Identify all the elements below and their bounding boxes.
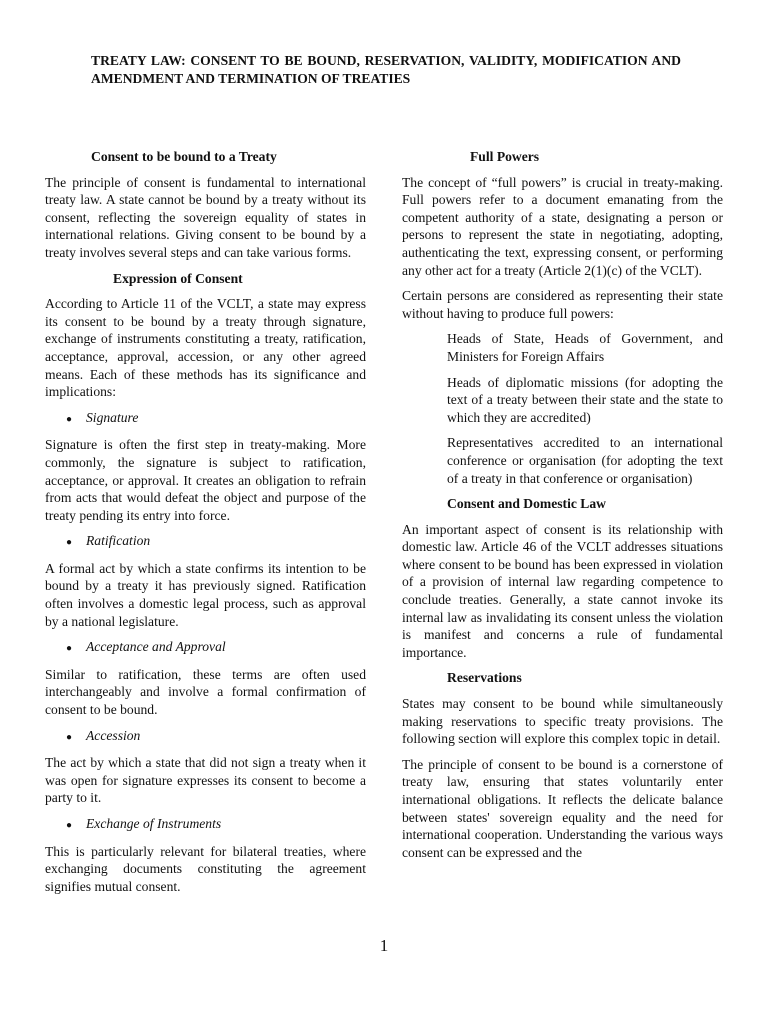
paragraph: The concept of “full powers” is crucial in treaty-making. Full powers refer to a document emanating from the competent authority of a state, designating a person or persons to represent the state in negotiating, adopting, authenticating the text, expressing consent, or performing any other act for a treaty (Article 2(1)(c) of the VCLT). [402, 174, 723, 278]
list-item: Heads of diplomatic missions (for adopting the text of a treaty between their state and the state to which they are accredited) [447, 374, 723, 425]
bullet-icon: ● [66, 413, 73, 425]
bullet-label: Signature [86, 409, 139, 425]
indented-list [402, 330, 723, 487]
list-item: Representatives accredited to an international conference or organisation (for adopting the text of a treaty in that conference or organisation) [447, 435, 723, 486]
bullet-icon: ● [66, 820, 73, 831]
paragraph: According to Article 11 of the VCLT, a state may express its consent to be bound by a treaty through signature, exchange of instruments constituting a treaty, ratification, acceptance, approval, accession, or any other agreed means. Each of these methods has its significance and implications: [45, 296, 366, 400]
bullet-item [45, 638, 366, 658]
paragraph: Similar to ratification, these terms are often used interchangeably and involve a formal confirmation of consent to be bound. [45, 666, 366, 718]
paragraph: An important aspect of consent is its relationship with domestic law. Article 46 of the VCLT addresses situations where consent to be bound has been expressed in violation of a provision of internal law regarding competence to conclude treaties. Generally, a state cannot invoke its internal law as invalidating its consent unless the violation is manifest and concerns a rule of fundamental importance. [402, 521, 723, 660]
bullet-label: Acceptance and Approval [86, 639, 226, 655]
bullet-item [45, 727, 366, 747]
bullet-icon: ● [66, 643, 73, 655]
bullet-item [45, 532, 366, 552]
bullet-label: Accession [86, 727, 141, 743]
document-title: TREATY LAW: CONSENT TO BE BOUND, RESERVATION, VALIDITY, MODIFICATION AND AMENDMENT AND TERMINATION OF TREATIES [91, 53, 681, 86]
bullet-item [45, 815, 366, 835]
section-heading-consent: Consent to be bound to a Treaty [91, 149, 277, 164]
paragraph: States may consent to be bound while simultaneously making reservations to specific treaty provisions. The following section will explore this complex topic in detail. [402, 696, 723, 747]
left-column [45, 148, 366, 903]
section-heading-expression: Expression of Consent [113, 270, 243, 286]
section-heading-full-powers: Full Powers [470, 149, 540, 164]
bullet-label: Exchange of Instruments [86, 816, 222, 831]
paragraph: The principle of consent to be bound is a cornerstone of treaty law, ensuring that states voluntarily enter international obligations. It reflects the delicate balance between states' sovereign equality and the need for international cooperation. Understanding the various ways consent can be expressed and the [402, 756, 723, 860]
paragraph: This is particularly relevant for bilateral treaties, where exchanging documents constituting the agreement signifies mutual consent. [45, 843, 366, 894]
paragraph: Certain persons are considered as representing their state without having to produce full powers: [402, 288, 723, 321]
right-column [402, 148, 723, 869]
bullet-item [45, 409, 366, 429]
section-heading-reservations: Reservations [447, 670, 522, 686]
bullet-icon: ● [66, 537, 73, 549]
bullet-icon: ● [66, 731, 73, 743]
bullet-label: Ratification [86, 533, 151, 549]
page-number: 1 [379, 936, 389, 955]
section-heading-domestic-law: Consent and Domestic Law [447, 496, 606, 512]
list-item: Heads of State, Heads of Government, and Ministers for Foreign Affairs [447, 331, 723, 364]
paragraph: Signature is often the first step in treaty-making. More commonly, the signature is subject to ratification, acceptance, or approval. It creates an obligation to refrain from acts that would defeat the object and purpose of the treaty pending its entry into force. [45, 437, 366, 523]
paragraph: The principle of consent is fundamental to international treaty law. A state cannot be bound by a treaty without its consent, reflecting the sovereign equality of states in international relations. Giving consent to be bound by a treaty involves several steps and can take various forms. [45, 174, 366, 260]
paragraph: The act by which a state that did not sign a treaty when it was open for signature expresses its consent to become a party to it. [45, 755, 366, 806]
paragraph: A formal act by which a state confirms its intention to be bound by a treaty it has previously signed. Ratification often involves a domestic legal process, such as approval by a national legislature. [45, 560, 366, 629]
